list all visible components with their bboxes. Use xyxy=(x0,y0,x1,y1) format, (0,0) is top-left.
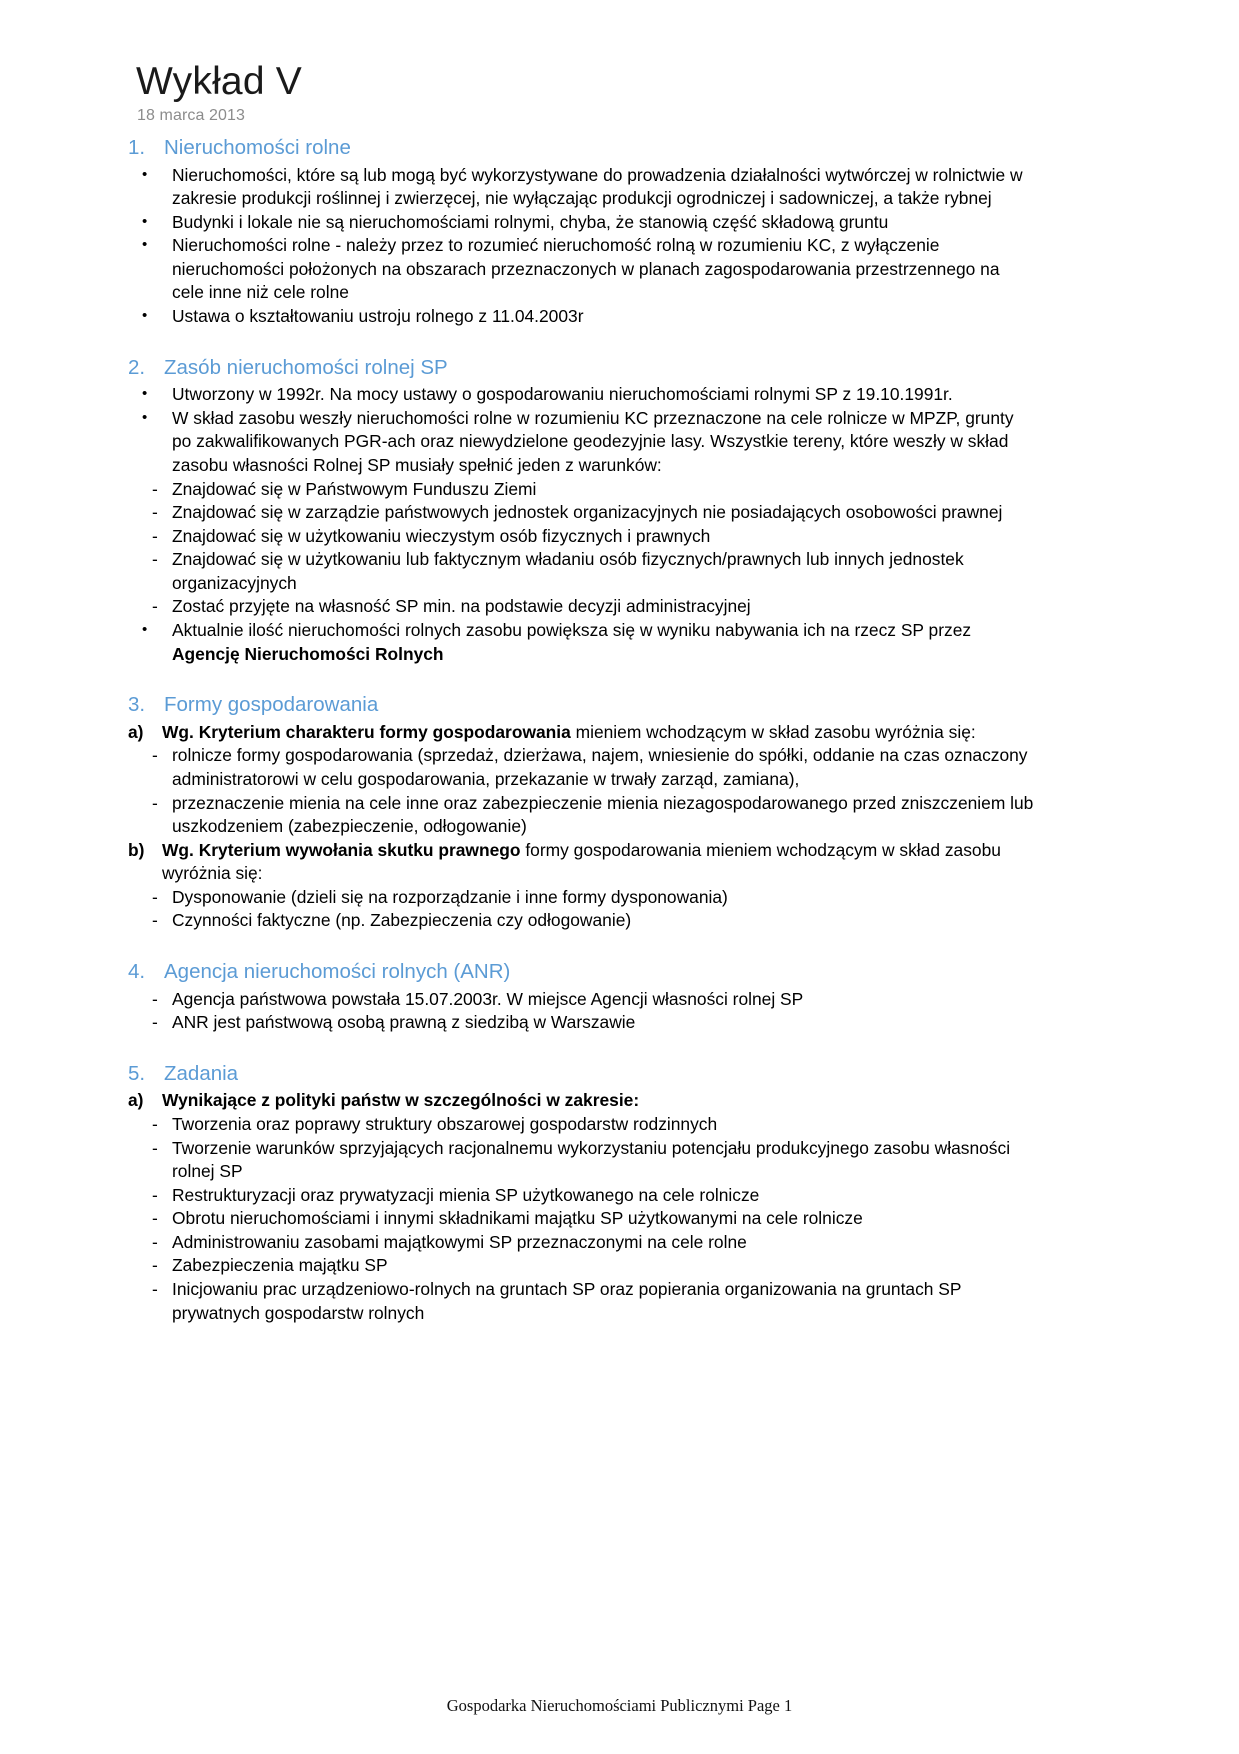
list-item xyxy=(128,164,1119,211)
section-title: Agencja nieruchomości rolnych (ANR) xyxy=(164,960,511,983)
list-item xyxy=(128,234,1119,305)
list-item xyxy=(128,548,1119,595)
list-item-text: Znajdować się w użytkowaniu wieczystym osób fizycznych i prawnych xyxy=(172,525,711,546)
list-item-text: W skład zasobu weszły nieruchomości rolne w rozumieniu KC przeznaczone na cele rolnicze w MPZP, grunty po zakwalifikowanych PGR-ach oraz niewydzielone geodezyjnie lasy. Wszystkie tereny, które weszły w skład zasobu własności Rolnej SP musiały spełnić jeden z warunków: xyxy=(172,407,1014,475)
dash-icon: - xyxy=(152,502,158,523)
list-item xyxy=(128,501,1119,525)
list-item-text: Nieruchomości rolne - należy przez to rozumieć nieruchomość rolną w rozumieniu KC, z wyłączenie nieruchomości położonych na obszarach przeznaczonych w planach zagospodarowania przestrzennego na cele inne niż cele rolne xyxy=(172,235,1000,303)
plain-text: mieniem wchodzącym w skład zasobu wyróżnia się: xyxy=(570,721,976,742)
list-item xyxy=(128,1011,1119,1035)
list-item xyxy=(128,1113,1119,1137)
list-item xyxy=(128,1207,1119,1231)
list-item-text: Nieruchomości, które są lub mogą być wykorzystywane do prowadzenia działalności wytwórczej w rolnictwie w zakresie produkcji roślinnej i zwierzęcej, nie wyłączając produkcji ogrodniczej i sadowniczej, a także rybnej xyxy=(172,164,1023,209)
bullet-icon: • xyxy=(142,408,148,426)
section xyxy=(128,1061,1119,1325)
section-heading xyxy=(128,959,1119,985)
list-item-text: rolnicze formy gospodarowania (sprzedaż, dzierżawa, najem, wniesienie do spółki, oddanie na czas oznaczony administratorowi w celu gospodarowania, przekazanie w trwały zarząd, zamiana), xyxy=(172,745,1028,789)
dash-icon: - xyxy=(152,596,158,617)
section-heading xyxy=(128,692,1119,718)
list-item xyxy=(128,1089,1119,1113)
list-item-text: Znajdować się w użytkowaniu lub faktycznym władaniu osób fizycznych/prawnych lub innych jednostek organizacyjnych xyxy=(172,549,964,593)
sections-container xyxy=(128,135,1119,1325)
list-item xyxy=(128,619,1119,666)
section-heading xyxy=(128,1061,1119,1087)
list-item-text: Tworzenia oraz poprawy struktury obszarowej gospodarstw rodzinnych xyxy=(172,1113,718,1134)
list-item xyxy=(128,525,1119,549)
list-item xyxy=(128,721,1119,745)
list-item xyxy=(128,909,1119,933)
plain-text: formy gospodarowania mieniem wchodzącym w skład zasobu wyróżnia się: xyxy=(162,839,1001,884)
list-marker: a) xyxy=(128,1090,144,1111)
section-title: Zadania xyxy=(164,1061,239,1085)
dash-icon: - xyxy=(152,1255,158,1276)
section xyxy=(128,959,1119,1035)
document-date: 18 marca 2013 xyxy=(137,106,246,124)
section-number: 3. xyxy=(128,693,146,717)
dash-icon: - xyxy=(152,1231,158,1252)
list-item-text: Ustawa o kształtowaniu ustroju rolnego z 11.04.2003r xyxy=(172,306,584,327)
list-item xyxy=(128,478,1119,502)
bullet-icon: • xyxy=(142,165,148,183)
list-item xyxy=(128,383,1119,407)
list-item xyxy=(128,1278,1119,1325)
list-item-text xyxy=(162,721,1024,745)
dash-icon: - xyxy=(152,792,158,813)
list-item-text: przeznaczenie mienia na cele inne oraz zabezpieczenie mienia niezagospodarowanego przed zniszczeniem lub uszkodzeniem (zabezpieczenie, odłogowanie) xyxy=(172,792,1034,837)
list-item xyxy=(128,792,1119,839)
list-item xyxy=(128,305,1119,329)
plain-text: Aktualnie ilość nieruchomości rolnych zasobu powiększa się w wyniku nabywania ich na rzecz SP przez xyxy=(172,620,972,641)
section-number: 2. xyxy=(128,355,146,379)
list-item xyxy=(128,744,1119,791)
list-item-text: Znajdować się w Państwowym Funduszu Ziemi xyxy=(172,478,537,499)
dash-icon: - xyxy=(152,1113,158,1134)
section-number: 1. xyxy=(128,135,146,159)
list-item xyxy=(128,407,1119,478)
list-item xyxy=(128,1231,1119,1255)
list-item-text: Agencja państwowa powstała 15.07.2003r. W miejsce Agencji własności rolnej SP xyxy=(172,988,804,1009)
dash-icon: - xyxy=(152,1137,158,1158)
list-item xyxy=(128,211,1119,235)
list-item-text: Utworzony w 1992r. Na mocy ustawy o gospodarowaniu nieruchomościami rolnymi SP z 19.10.1991r. xyxy=(172,384,953,405)
dash-icon: - xyxy=(152,1208,158,1229)
list-marker: a) xyxy=(128,721,144,742)
dash-icon: - xyxy=(152,478,158,499)
emphasis-text: Wg. Kryterium charakteru formy gospodarowania xyxy=(162,721,571,742)
list-item xyxy=(128,1254,1119,1278)
list-item-text: ANR jest państwową osobą prawną z siedzibą w Warszawie xyxy=(172,1012,636,1033)
list-item xyxy=(128,1137,1119,1184)
section xyxy=(128,355,1119,667)
bullet-icon: • xyxy=(142,621,148,639)
list-item-text: Administrowaniu zasobami majątkowymi SP przeznaczonymi na cele rolne xyxy=(172,1231,747,1252)
dash-icon: - xyxy=(152,988,158,1009)
list-item-text: Tworzenie warunków sprzyjających racjonalnemu wykorzystaniu potencjału produkcyjnego zasobu własności rolnej SP xyxy=(172,1137,1011,1182)
list-item-text xyxy=(172,619,1034,666)
bullet-icon: • xyxy=(142,212,148,230)
dash-icon: - xyxy=(152,886,158,907)
list-item-text: Zabezpieczenia majątku SP xyxy=(172,1255,388,1276)
section xyxy=(128,135,1119,329)
dash-icon: - xyxy=(152,549,158,570)
list-item-text: Czynności faktyczne (np. Zabezpieczenia czy odłogowanie) xyxy=(172,910,632,931)
emphasis-text: Agencję Nieruchomości Rolnych xyxy=(172,643,444,664)
dash-icon: - xyxy=(152,525,158,546)
bullet-icon: • xyxy=(142,385,148,403)
list-item-text: Obrotu nieruchomościami i innymi składnikami majątku SP użytkowanymi na cele rolnicze xyxy=(172,1208,863,1229)
section-title: Zasób nieruchomości rolnej SP xyxy=(164,355,448,379)
section-title: Nieruchomości rolne xyxy=(164,135,351,159)
page-title: Wykład V xyxy=(136,60,302,103)
dash-icon: - xyxy=(152,745,158,766)
section-number: 4. xyxy=(128,960,146,983)
bullet-icon: • xyxy=(142,307,148,325)
list-item xyxy=(128,988,1119,1012)
list-item-text: Znajdować się w zarządzie państwowych jednostek organizacyjnych nie posiadających osobowości prawnej xyxy=(172,502,1003,523)
list-item xyxy=(128,595,1119,619)
page-footer: Gospodarka Nieruchomościami Publicznymi Page 1 xyxy=(446,1696,793,1715)
dash-icon: - xyxy=(152,1279,158,1300)
dash-icon: - xyxy=(152,1012,158,1033)
list-item xyxy=(128,1184,1119,1208)
bullet-icon: • xyxy=(142,236,148,254)
list-item-text: Budynki i lokale nie są nieruchomościami rolnymi, chyba, że stanowią część składową gruntu xyxy=(172,211,889,232)
list-item xyxy=(128,886,1119,910)
emphasis-text: Wynikające z polityki państw w szczególności w zakresie: xyxy=(162,1090,640,1111)
list-item-text xyxy=(162,839,1024,886)
section-heading xyxy=(128,355,1119,381)
list-item xyxy=(128,839,1119,886)
list-item-text xyxy=(162,1089,1024,1113)
section-title: Formy gospodarowania xyxy=(164,693,379,717)
list-item-text: Dysponowanie (dzieli się na rozporządzanie i inne formy dysponowania) xyxy=(172,886,728,907)
section xyxy=(128,692,1119,933)
dash-icon: - xyxy=(152,1184,158,1205)
list-marker: b) xyxy=(128,839,145,860)
emphasis-text: Wg. Kryterium wywołania skutku prawnego xyxy=(162,839,521,860)
list-item-text: Zostać przyjęte na własność SP min. na podstawie decyzji administracyjnej xyxy=(172,596,751,617)
section-heading xyxy=(128,135,1119,161)
section-number: 5. xyxy=(128,1061,146,1085)
list-item-text: Inicjowaniu prac urządzeniowo-rolnych na gruntach SP oraz popierania organizowania na gruntach SP prywatnych gospodarstw rolnych xyxy=(172,1279,962,1323)
dash-icon: - xyxy=(152,910,158,931)
list-item-text: Restrukturyzacji oraz prywatyzacji mienia SP użytkowanego na cele rolnicze xyxy=(172,1184,760,1205)
